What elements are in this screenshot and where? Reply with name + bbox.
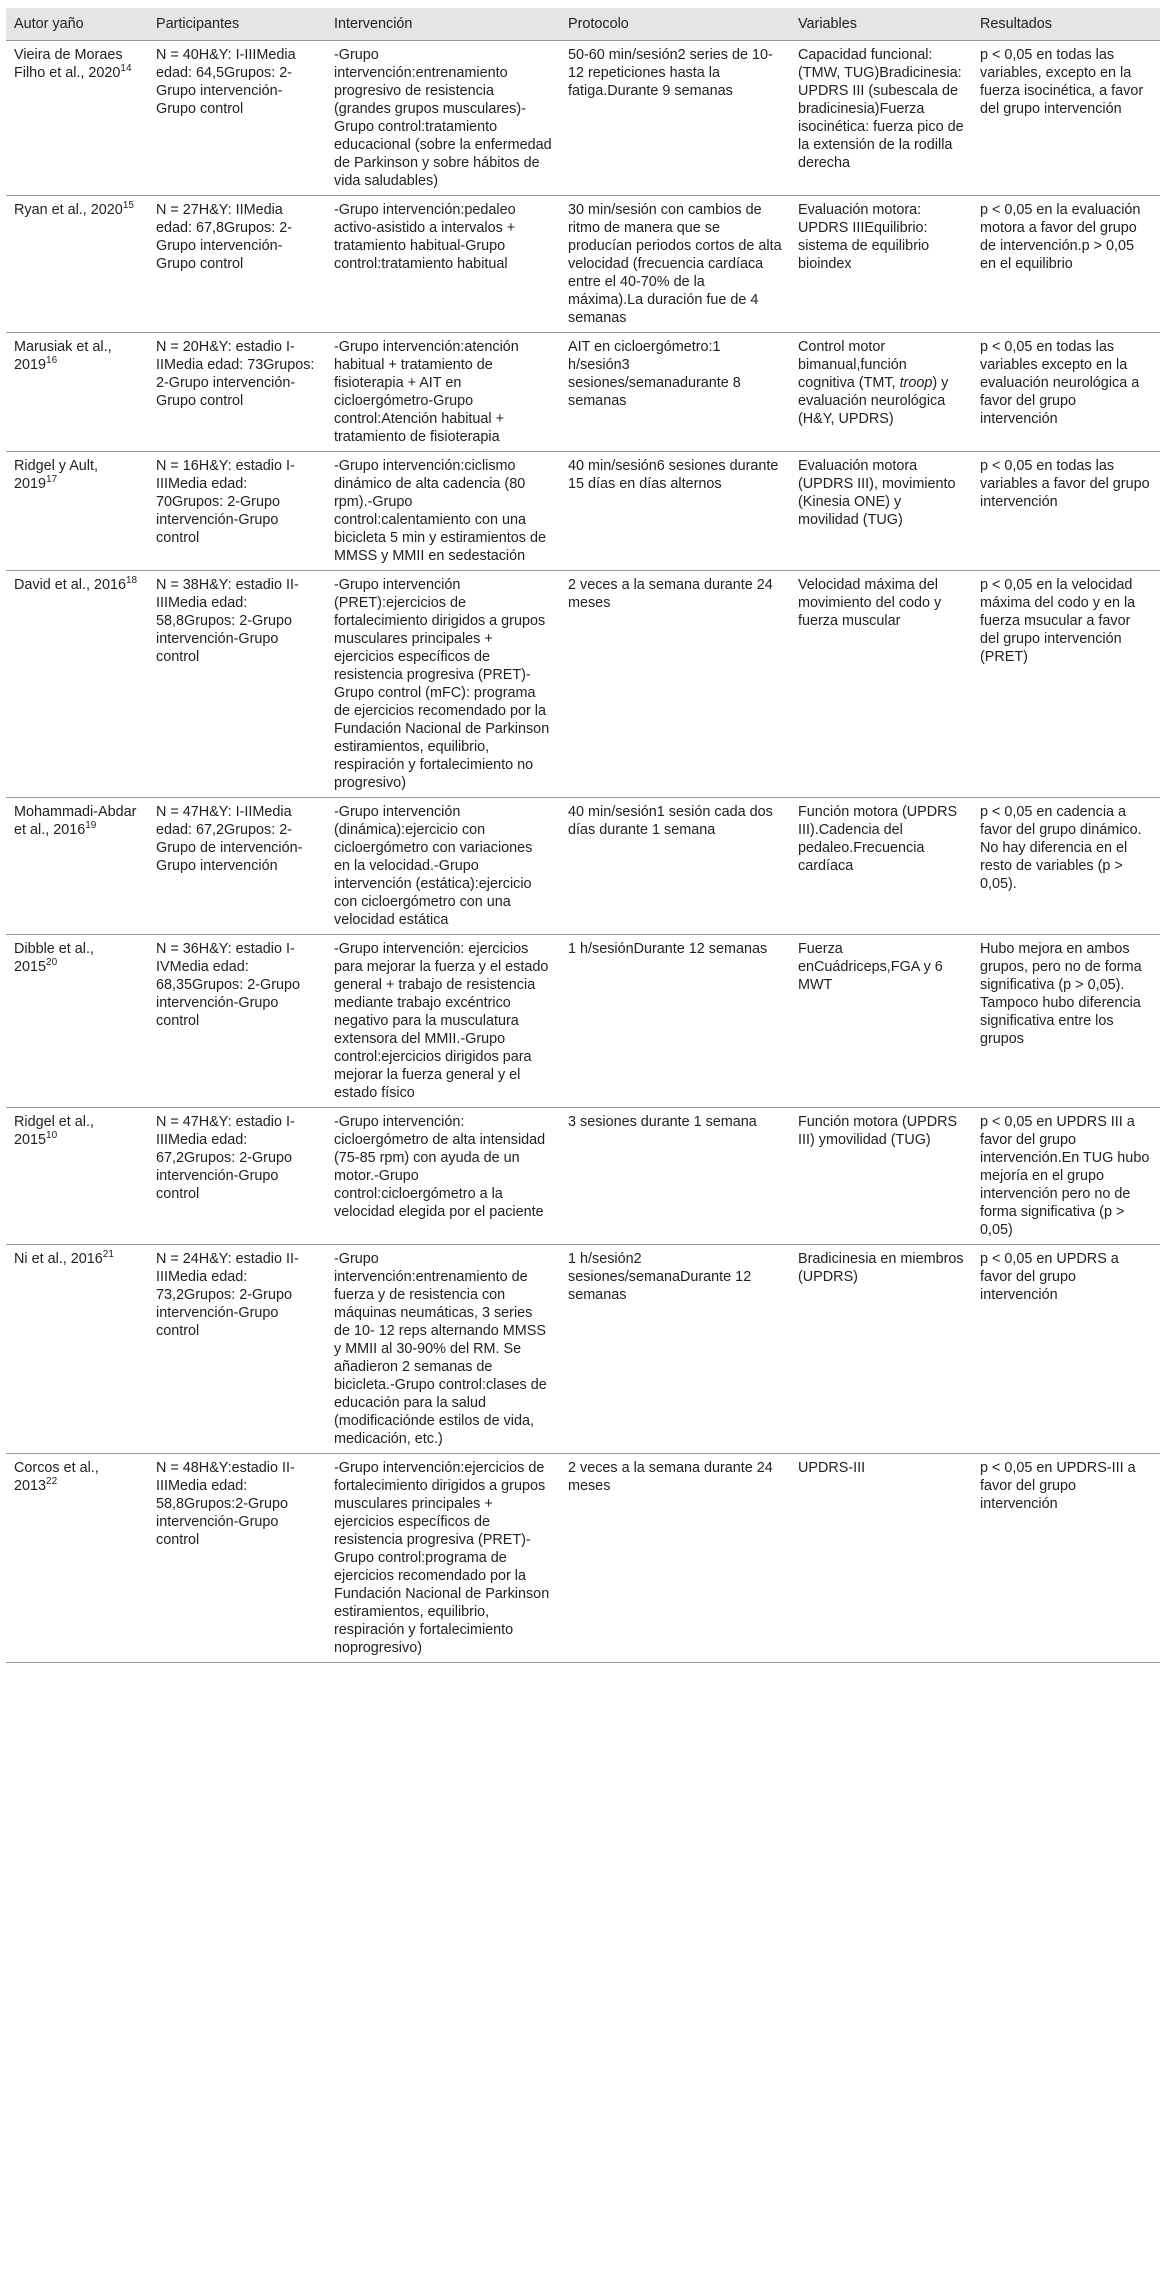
- reference-number: 18: [126, 575, 138, 587]
- cell-results: p < 0,05 en la evaluación motora a favor del grupo de intervención.p > 0,05 en el equilibrio: [972, 196, 1160, 333]
- cell-participants: N = 40H&Y: I-IIIMedia edad: 64,5Grupos: 2-Grupo intervención-Grupo control: [148, 41, 326, 196]
- cell-participants: N = 20H&Y: estadio I-IIMedia edad: 73Grupos: 2-Grupo intervención-Grupo control: [148, 333, 326, 452]
- cell-protocol: 40 min/sesión6 sesiones durante 15 días en días alternos: [560, 452, 790, 571]
- cell-protocol: 3 sesiones durante 1 semana: [560, 1108, 790, 1245]
- table-row: [6, 452, 1160, 571]
- cell-protocol: 40 min/sesión1 sesión cada dos días durante 1 semana: [560, 798, 790, 935]
- cell-protocol: 2 veces a la semana durante 24 meses: [560, 1454, 790, 1663]
- cell-author: [6, 1108, 148, 1245]
- cell-author: [6, 571, 148, 798]
- cell-intervention: -Grupo intervención:pedaleo activo-asistido a intervalos + tratamiento habitual-Grupo control:tratamiento habitual: [326, 196, 560, 333]
- table-header: [6, 8, 1160, 41]
- header-row: [6, 8, 1160, 41]
- reference-number: 21: [102, 1249, 114, 1261]
- cell-author: [6, 41, 148, 196]
- reference-number: 20: [46, 957, 58, 969]
- cell-protocol: 50-60 min/sesión2 series de 10-12 repeticiones hasta la fatiga.Durante 9 semanas: [560, 41, 790, 196]
- reference-number: 14: [120, 63, 132, 75]
- cell-author: [6, 196, 148, 333]
- cell-results: p < 0,05 en la velocidad máxima del codo y en la fuerza msucular a favor del grupo intervención (PRET): [972, 571, 1160, 798]
- reference-number: 17: [46, 474, 58, 486]
- author-name: Vieira de Moraes Filho et al., 2020: [14, 47, 123, 81]
- cell-variables: Control motor bimanual,función cognitiva (TMT, troop) y evaluación neurológica (H&Y, UPDRS): [790, 333, 972, 452]
- table-row: [6, 1245, 1160, 1454]
- header-intervention: Intervención: [326, 8, 560, 41]
- cell-variables: Función motora (UPDRS III).Cadencia del pedaleo.Frecuencia cardíaca: [790, 798, 972, 935]
- cell-author: [6, 798, 148, 935]
- cell-results: p < 0,05 en todas las variables excepto en la evaluación neurológica a favor del grupo intervención: [972, 333, 1160, 452]
- cell-participants: N = 47H&Y: I-IIMedia edad: 67,2Grupos: 2-Grupo de intervención-Grupo intervención: [148, 798, 326, 935]
- table-body: [6, 41, 1160, 1663]
- author-name: Ridgel et al., 2015: [14, 1114, 94, 1148]
- cell-intervention: -Grupo intervención: ejercicios para mejorar la fuerza y el estado general + trabajo de resistencia mediante trabajo excéntrico negativo para la musculatura extensora del MMII.-Grupo control:ejercicios dirigidos para mejorar la fuerza general y el estado físico: [326, 935, 560, 1108]
- author-name: Ryan et al., 2020: [14, 202, 123, 218]
- cell-protocol: 1 h/sesiónDurante 12 semanas: [560, 935, 790, 1108]
- cell-intervention: -Grupo intervención (PRET):ejercicios de fortalecimiento dirigidos a grupos musculares principales + ejercicios específicos de resistencia progresiva (PRET)-Grupo control (mFC): programa de ejercicios recomendado por la Fundación Nacional de Parkinson estiramientos, equilibrio, respiración y fortalecimiento no progresivo): [326, 571, 560, 798]
- cell-intervention: -Grupo intervención:atención habitual + tratamiento de fisioterapia + AIT en cicloergómetro-Grupo control:Atención habitual + tratamiento de fisioterapia: [326, 333, 560, 452]
- header-participants: Participantes: [148, 8, 326, 41]
- table-row: [6, 935, 1160, 1108]
- cell-author: [6, 935, 148, 1108]
- cell-results: p < 0,05 en UPDRS a favor del grupo intervención: [972, 1245, 1160, 1454]
- author-name: David et al., 2016: [14, 577, 126, 593]
- author-name: Corcos et al., 2013: [14, 1460, 99, 1494]
- reference-number: 22: [46, 1476, 58, 1488]
- table-row: [6, 196, 1160, 333]
- author-name: Mohammadi-Abdar et al., 2016: [14, 804, 137, 838]
- cell-participants: N = 27H&Y: IIMedia edad: 67,8Grupos: 2-Grupo intervención-Grupo control: [148, 196, 326, 333]
- cell-results: Hubo mejora en ambos grupos, pero no de forma significativa (p > 0,05). Tampoco hubo diferencia significativa entre los grupos: [972, 935, 1160, 1108]
- cell-variables: Bradicinesia en miembros (UPDRS): [790, 1245, 972, 1454]
- cell-protocol: 2 veces a la semana durante 24 meses: [560, 571, 790, 798]
- cell-participants: N = 36H&Y: estadio I-IVMedia edad: 68,35Grupos: 2-Grupo intervención-Grupo control: [148, 935, 326, 1108]
- cell-variables: Evaluación motora: UPDRS IIIEquilibrio: sistema de equilibrio bioindex: [790, 196, 972, 333]
- table-row: [6, 1454, 1160, 1663]
- cell-participants: N = 47H&Y: estadio I-IIIMedia edad: 67,2Grupos: 2-Grupo intervención-Grupo control: [148, 1108, 326, 1245]
- cell-participants: N = 38H&Y: estadio II-IIIMedia edad: 58,8Grupos: 2-Grupo intervención-Grupo control: [148, 571, 326, 798]
- author-name: Marusiak et al., 2019: [14, 339, 112, 373]
- cell-intervention: -Grupo intervención:entrenamiento de fuerza y de resistencia con máquinas neumáticas, 3 series de 10- 12 reps alternando MMSS y MMII al 30-90% del RM. Se añadieron 2 semanas de bicicleta.-Grupo control:clases de educación para la salud (modificaciónde estilos de vida, medicación, etc.): [326, 1245, 560, 1454]
- cell-variables: UPDRS-III: [790, 1454, 972, 1663]
- cell-variables: Función motora (UPDRS III) ymovilidad (TUG): [790, 1108, 972, 1245]
- cell-results: p < 0,05 en UPDRS-III a favor del grupo intervención: [972, 1454, 1160, 1663]
- cell-protocol: 30 min/sesión con cambios de ritmo de manera que se producían periodos cortos de alta velocidad (frecuencia cardíaca entre el 40-70% de la máxima).La duración fue de 4 semanas: [560, 196, 790, 333]
- cell-variables: Velocidad máxima del movimiento del codo y fuerza muscular: [790, 571, 972, 798]
- cell-variables: Evaluación motora (UPDRS III), movimiento (Kinesia ONE) y movilidad (TUG): [790, 452, 972, 571]
- cell-participants: N = 48H&Y:estadio II-IIIMedia edad: 58,8Grupos:2-Grupo intervención-Grupo control: [148, 1454, 326, 1663]
- table-row: [6, 41, 1160, 196]
- cell-intervention: -Grupo intervención:ciclismo dinámico de alta cadencia (80 rpm).-Grupo control:calentamiento con una bicicleta 5 min y estiramientos de MMSS y MMII en sedestación: [326, 452, 560, 571]
- cell-results: p < 0,05 en todas las variables a favor del grupo intervención: [972, 452, 1160, 571]
- table-row: [6, 571, 1160, 798]
- cell-results: p < 0,05 en cadencia a favor del grupo dinámico. No hay diferencia en el resto de variables (p > 0,05).: [972, 798, 1160, 935]
- cell-variables: Capacidad funcional: (TMW, TUG)Bradicinesia: UPDRS III (subescala de bradicinesia)Fuerza isocinética: fuerza pico de la extensión de la rodilla derecha: [790, 41, 972, 196]
- cell-intervention: -Grupo intervención (dinámica):ejercicio con cicloergómetro con variaciones en la velocidad.-Grupo intervención (estática):ejercicio con cicloergómetro con una velocidad estática: [326, 798, 560, 935]
- author-name: Dibble et al., 2015: [14, 941, 94, 975]
- reference-number: 16: [46, 355, 58, 367]
- cell-author: [6, 1454, 148, 1663]
- reference-number: 15: [122, 200, 134, 212]
- cell-results: p < 0,05 en todas las variables, excepto en la fuerza isocinética, a favor del grupo intervención: [972, 41, 1160, 196]
- cell-author: [6, 452, 148, 571]
- table-row: [6, 1108, 1160, 1245]
- cell-participants: N = 16H&Y: estadio I-IIIMedia edad: 70Grupos: 2-Grupo intervención-Grupo control: [148, 452, 326, 571]
- table-row: [6, 333, 1160, 452]
- header-variables: Variables: [790, 8, 972, 41]
- reference-number: 10: [46, 1130, 58, 1142]
- cell-author: [6, 1245, 148, 1454]
- cell-variables: Fuerza enCuádriceps,FGA y 6 MWT: [790, 935, 972, 1108]
- header-author: Autor yaño: [6, 8, 148, 41]
- reference-number: 19: [85, 820, 97, 832]
- header-results: Resultados: [972, 8, 1160, 41]
- author-name: Ridgel y Ault, 2019: [14, 458, 98, 492]
- studies-table: [6, 8, 1160, 1663]
- cell-protocol: AIT en cicloergómetro:1 h/sesión3 sesiones/semanadurante 8 semanas: [560, 333, 790, 452]
- cell-intervention: -Grupo intervención:entrenamiento progresivo de resistencia (grandes grupos musculares)-Grupo control:tratamiento educacional (sobre la enfermedad de Parkinson y sobre hábitos de vida saludables): [326, 41, 560, 196]
- table-row: [6, 798, 1160, 935]
- cell-author: [6, 333, 148, 452]
- cell-intervention: -Grupo intervención: cicloergómetro de alta intensidad (75-85 rpm) con ayuda de un motor.-Grupo control:cicloergómetro a la velocidad elegida por el paciente: [326, 1108, 560, 1245]
- cell-intervention: -Grupo intervención:ejercicios de fortalecimiento dirigidos a grupos musculares principales + ejercicios específicos de resistencia progresiva (PRET)-Grupo control:programa de ejercicios recomendado por la Fundación Nacional de Parkinson estiramientos, equilibrio, respiración y fortalecimiento noprogresivo): [326, 1454, 560, 1663]
- author-name: Ni et al., 2016: [14, 1251, 103, 1267]
- cell-participants: N = 24H&Y: estadio II-IIIMedia edad: 73,2Grupos: 2-Grupo intervención-Grupo control: [148, 1245, 326, 1454]
- header-protocol: Protocolo: [560, 8, 790, 41]
- cell-protocol: 1 h/sesión2 sesiones/semanaDurante 12 semanas: [560, 1245, 790, 1454]
- cell-results: p < 0,05 en UPDRS III a favor del grupo intervención.En TUG hubo mejoría en el grupo intervención pero no de forma significativa (p > 0,05): [972, 1108, 1160, 1245]
